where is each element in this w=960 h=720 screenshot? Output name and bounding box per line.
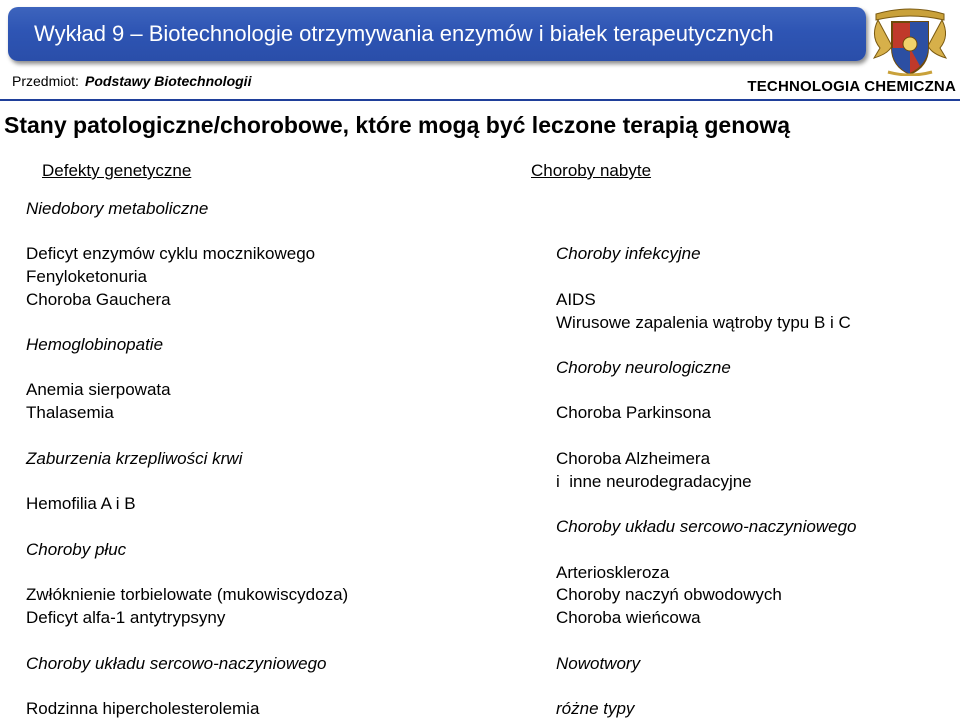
list-item: Arterioskleroza	[556, 563, 670, 582]
list-item: Deficyt enzymów cyklu mocznikowego	[26, 244, 316, 263]
list-item: Choroby naczyń obwodowych	[556, 585, 782, 604]
list-item-category: Hemoglobinopatie	[26, 335, 164, 354]
list-item: AIDS	[556, 290, 596, 309]
subject-label: Przedmiot:	[12, 73, 79, 89]
lecture-title: Wykład 9 – Biotechnologie otrzymywania enzymów i białek terapeutycznych	[34, 21, 774, 46]
left-column-heading: Defekty genetyczne	[42, 161, 192, 180]
title-banner	[8, 7, 866, 61]
list-item-category: Choroby płuc	[26, 540, 127, 559]
list-item: Wirusowe zapalenia wątroby typu B i C	[556, 313, 851, 332]
list-item-category: Choroby infekcyjne	[556, 244, 701, 263]
list-item: Thalasemia	[26, 403, 114, 422]
list-item-category: Niedobory metaboliczne	[26, 199, 209, 218]
list-item: Choroba Alzheimera	[556, 449, 711, 468]
list-item-category: Zaburzenia krzepliwości krwi	[26, 449, 243, 468]
subject-value: Podstawy Biotechnologii	[85, 73, 252, 89]
right-column-heading: Choroby nabyte	[531, 161, 652, 180]
list-item: Fenyloketonuria	[26, 267, 147, 286]
list-item-category: Choroby układu sercowo-naczyniowego	[26, 654, 327, 673]
list-item: Deficyt alfa-1 antytrypsyny	[26, 608, 226, 627]
list-item: różne typy	[556, 699, 635, 718]
list-item: Choroba Gauchera	[26, 290, 171, 309]
list-item: Rodzinna hipercholesterolemia	[26, 699, 260, 718]
faculty-name: TECHNOLOGIA CHEMICZNA	[747, 78, 956, 95]
list-item: Choroba wieńcowa	[556, 608, 701, 627]
page-title: Stany patologiczne/chorobowe, które mogą być leczone terapią genową	[4, 112, 790, 138]
header-divider	[0, 99, 960, 101]
list-item-category: Choroby neurologiczne	[556, 358, 731, 377]
list-item: Hemofilia A i B	[26, 494, 136, 513]
list-item-category: Choroby układu sercowo-naczyniowego	[556, 517, 857, 536]
list-item: Anemia sierpowata	[26, 380, 171, 399]
list-item: Zwłóknienie torbielowate (mukowiscydoza)	[26, 585, 349, 604]
list-item: i inne neurodegradacyjne	[556, 472, 752, 491]
university-crest-icon	[868, 6, 952, 76]
list-item-category: Nowotwory	[556, 654, 641, 673]
list-item: Choroba Parkinsona	[556, 403, 711, 422]
